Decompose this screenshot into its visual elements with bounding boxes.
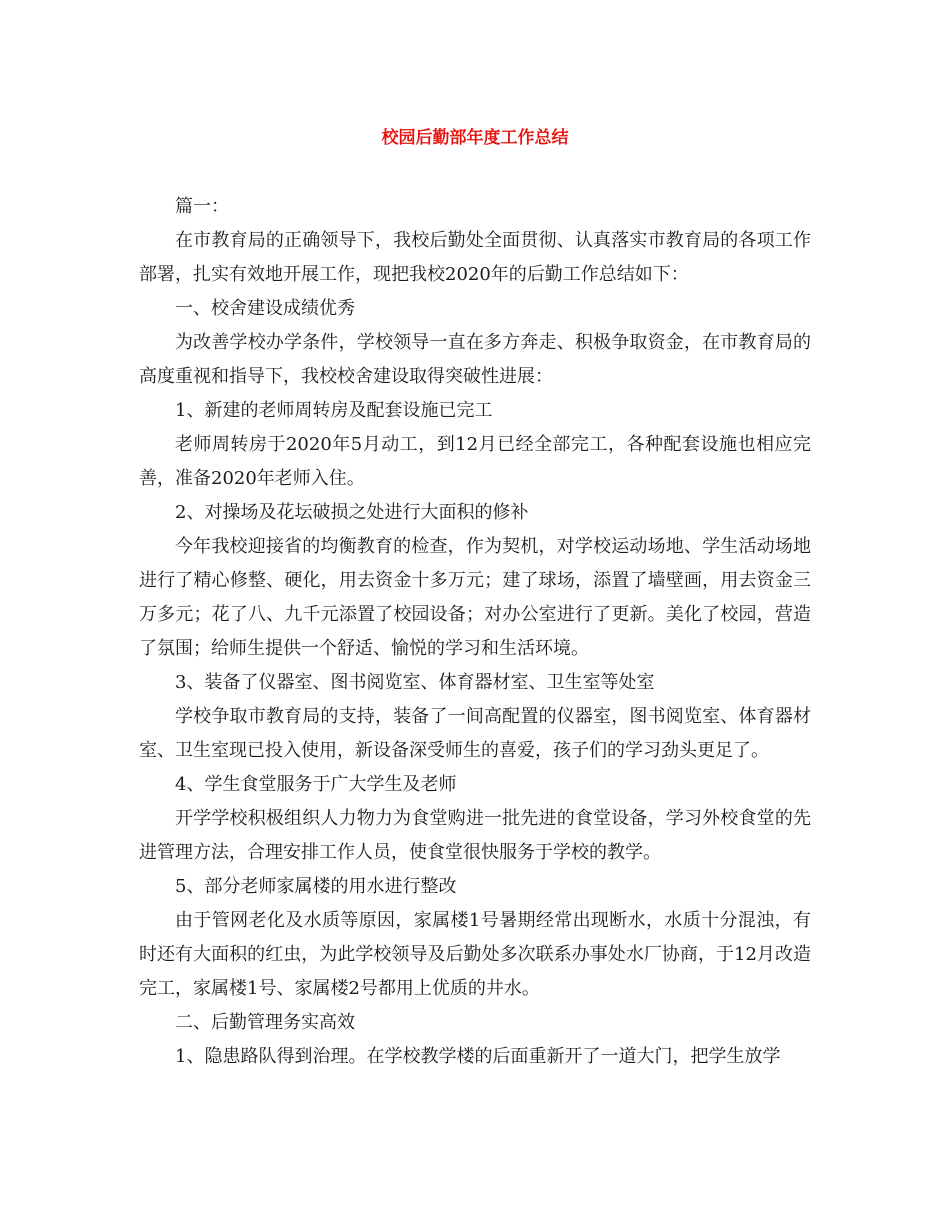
subsection-heading: 4、学生食堂服务于广大学生及老师 [175,774,457,795]
section-heading: 二、后勤管理务实高效 [175,1012,355,1033]
paragraph: 学校争取市教育局的支持，装备了一间高配置的仪器室，图书阅览室、体育器材室、卫生室现已投入使用，新设备深受师生的喜爱，孩子们的学习劲头更足了。 [139,706,811,761]
subsection-heading: 3、装备了仪器室、图书阅览室、体育器材室、卫生室等处室 [175,672,655,693]
subsection-heading: 5、部分老师家属楼的用水进行整改 [175,876,457,897]
paragraph: 由于管网老化及水质等原因，家属楼1号暑期经常出现断水，水质十分混浊，有时还有大面积的红虫，为此学校领导及后勤处多次联系办事处水厂协商，于12月改造完工，家属楼1号、家属楼2号都用上优质的井水。 [139,910,811,999]
document-body [139,190,811,1074]
paragraph: 为改善学校办学条件，学校领导一直在多方奔走、积极争取资金，在市教育局的高度重视和指导下，我校校舍建设取得突破性进展： [139,332,811,387]
paragraph: 在市教育局的正确领导下，我校后勤处全面贯彻、认真落实市教育局的各项工作部署，扎实有效地开展工作，现把我校2020年的后勤工作总结如下： [139,230,811,285]
paragraph: 今年我校迎接省的均衡教育的检查，作为契机，对学校运动场地、学生活动场地进行了精心修整、硬化，用去资金十多万元；建了球场，添置了墙壁画，用去资金三万多元；花了八、九千元添置了校园设备；对办公室进行了更新。美化了校园，营造了氛围；给师生提供一个舒适、愉悦的学习和生活环境。 [139,536,811,659]
paragraph: 1、隐患路队得到治理。在学校教学楼的后面重新开了一道大门，把学生放学 [175,1046,781,1067]
paragraph-intro-label: 篇一： [175,196,229,217]
paragraph: 开学学校积极组织人力物力为食堂购进一批先进的食堂设备，学习外校食堂的先进管理方法，合理安排工作人员，使食堂很快服务于学校的教学。 [139,808,811,863]
document-title: 校园后勤部年度工作总结 [381,128,569,148]
section-heading: 一、校舍建设成绩优秀 [175,298,355,319]
subsection-heading: 2、对操场及花坛破损之处进行大面积的修补 [175,502,529,523]
paragraph: 老师周转房于2020年5月动工，到12月已经全部完工，各种配套设施也相应完善，准备2020年老师入住。 [139,434,811,489]
subsection-heading: 1、新建的老师周转房及配套设施已完工 [175,400,493,421]
